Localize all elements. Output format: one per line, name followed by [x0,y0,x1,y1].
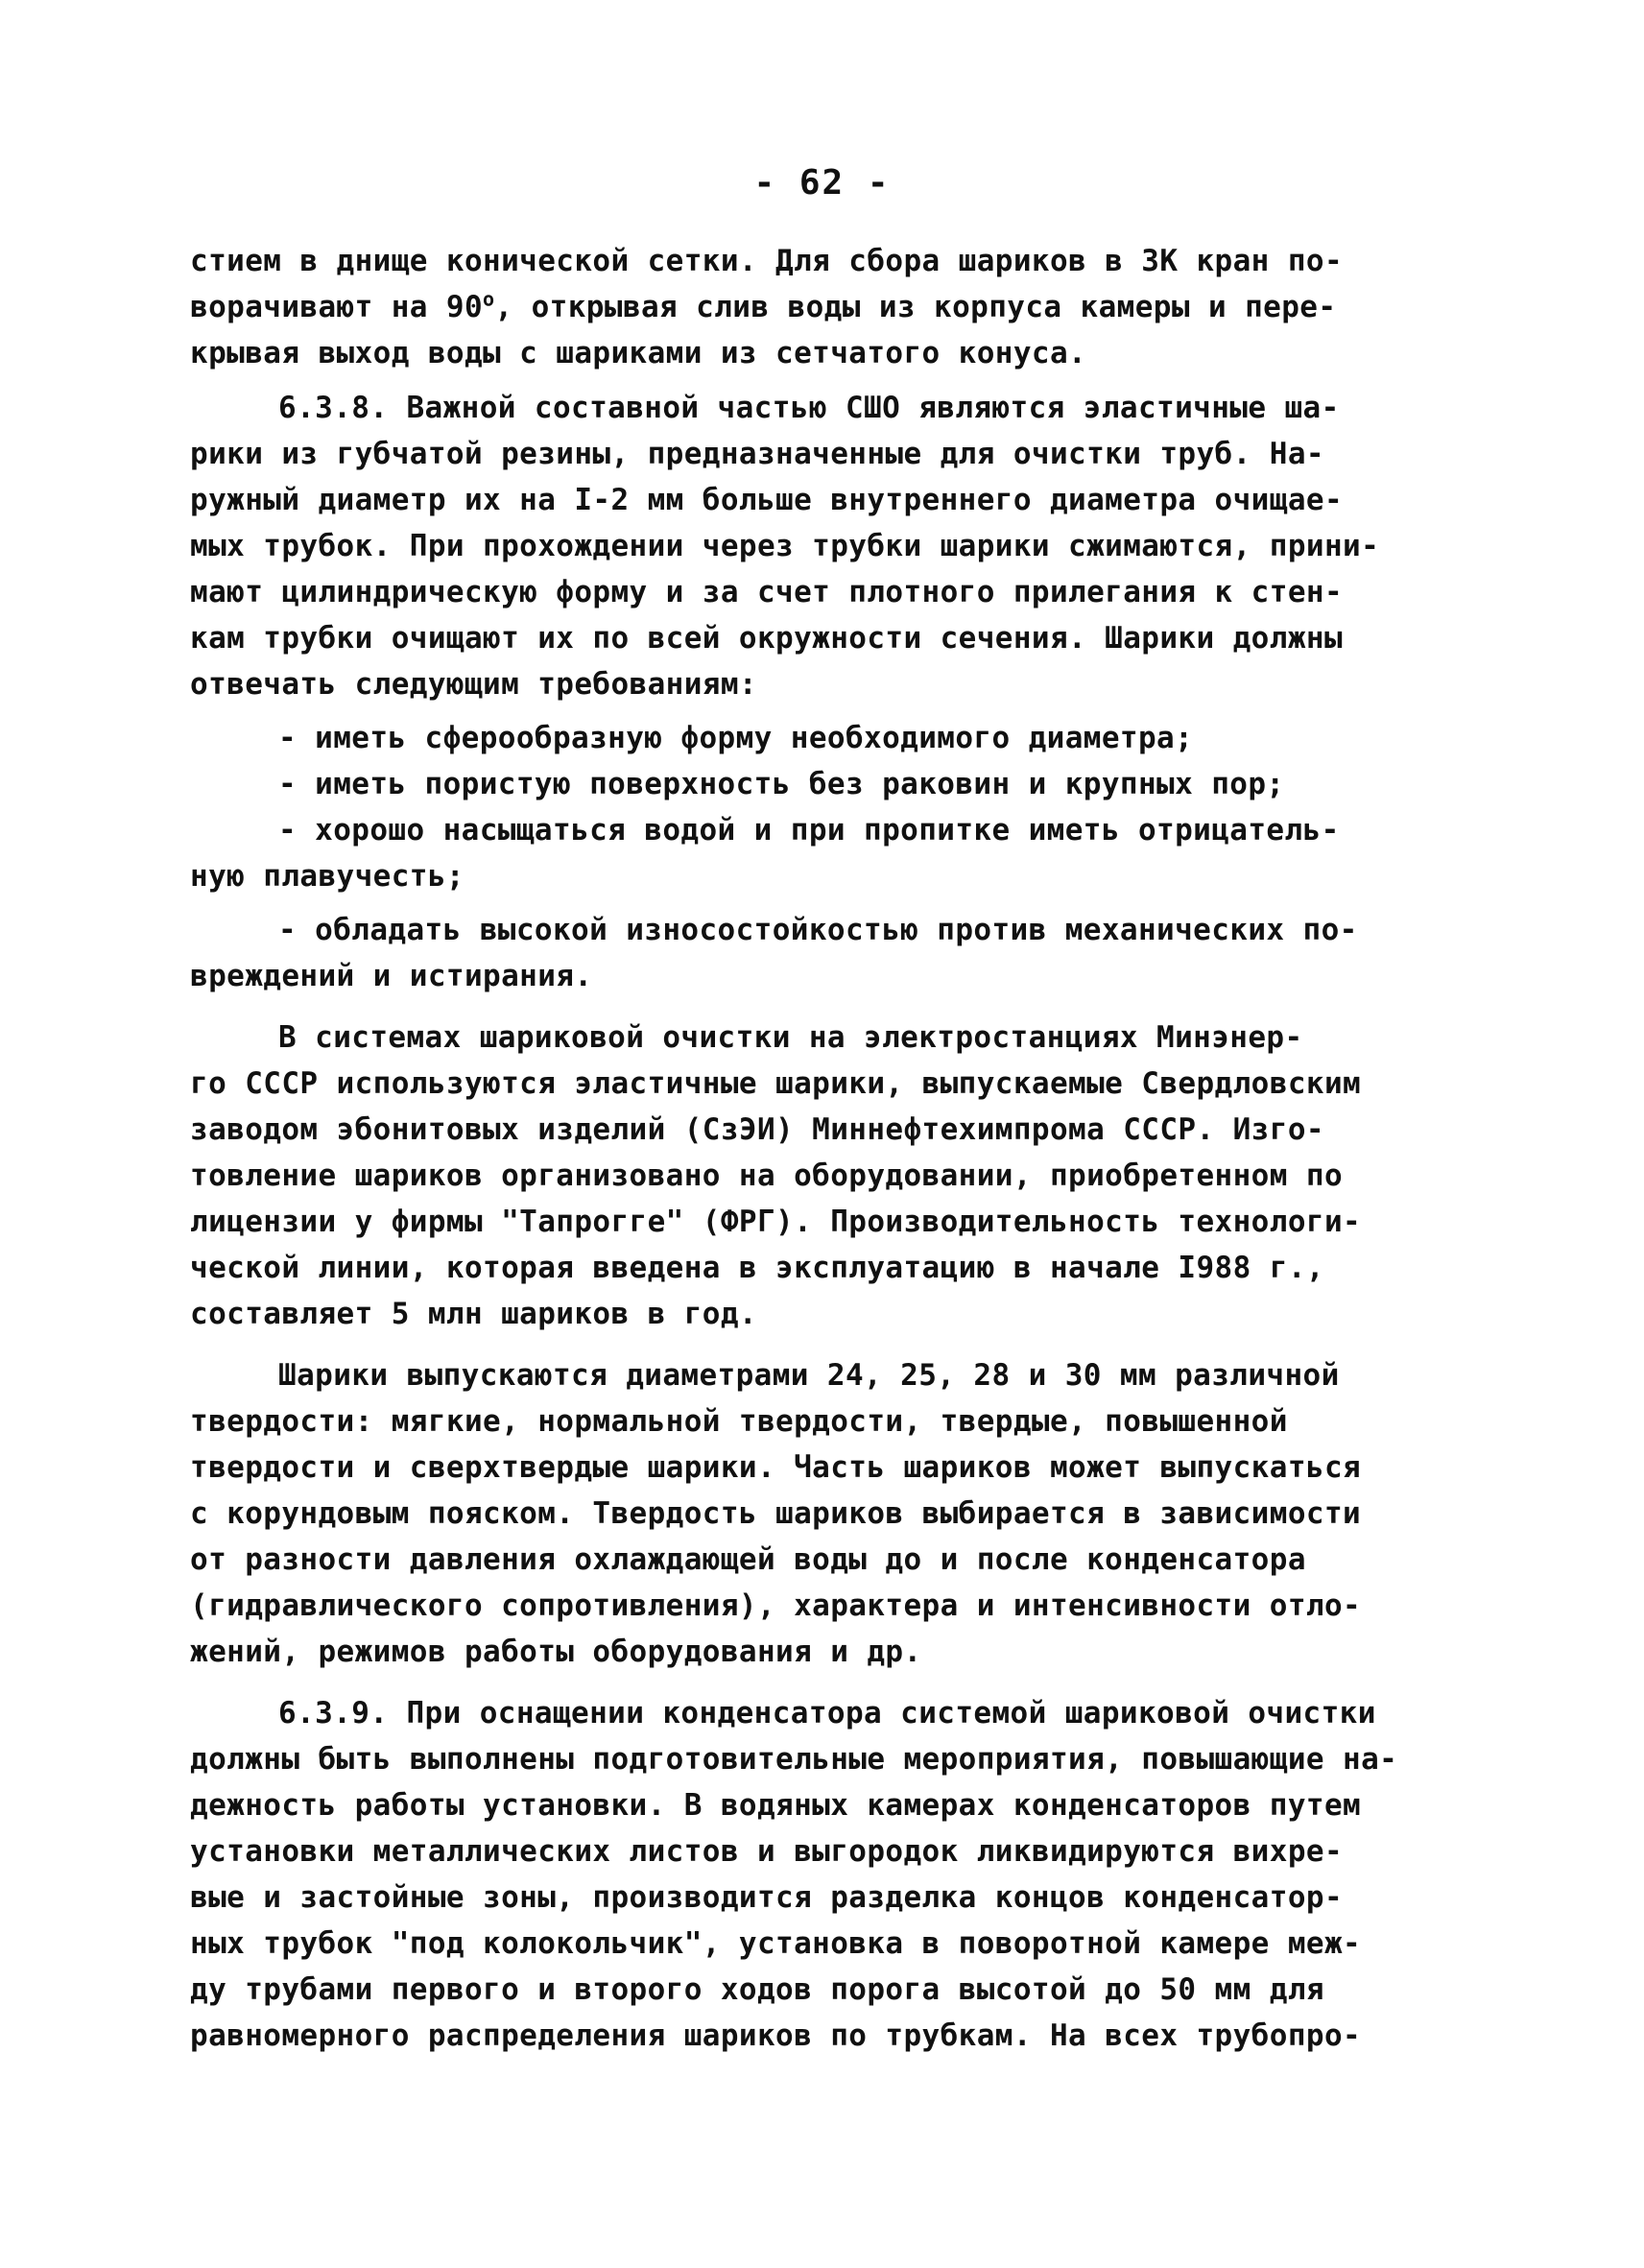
text-line: равномерного распределения шариков по трубкам. На всех трубопро- [190,2018,1362,2053]
text-line: мых трубок. При прохождении через трубки шарики сжимаются, прини- [190,529,1380,563]
text-line: вые и застойные зоны, производится разделка концов конденсатор- [190,1880,1344,1915]
text-line: мают цилиндрическую форму и за счет плотного прилегания к стен- [190,575,1344,609]
text-line: крывая выход воды с шариками из сетчатого конуса. [190,336,1087,370]
text-line: ворачивают на 90$^o$, открывая слив воды из корпуса камеры и пере- [190,287,1337,324]
text-line: Шарики выпускаются диаметрами 24, 25, 28 и 30 мм различной [278,1358,1340,1393]
text-line: жений, режимов работы оборудования и др. [190,1635,922,1669]
text-line: В системах шариковой очистки на электростанциях Минэнер- [278,1020,1303,1055]
text-line: дежность работы установки. В водяных камерах конденсаторов путем [190,1788,1362,1823]
text-line: кам трубки очищают их по всей окружности сечения. Шарики должны [190,621,1344,656]
text-line: установки металлических листов и выгородок ликвидируются вихре- [190,1834,1344,1869]
text-line: твердости: мягкие, нормальной твердости, твердые, повышенной [190,1404,1288,1439]
text-line: должны быть выполнены подготовительные мероприятия, повышающие на- [190,1742,1398,1777]
text-line: - иметь пористую поверхность без раковин и крупных пор; [278,767,1285,801]
text-line: составляет 5 млн шариков в год. [190,1297,757,1331]
text-line: заводом эбонитовых изделий (СзЭИ) Миннефтехимпрома СССР. Изго- [190,1112,1324,1147]
text-line: с корундовым пояском. Твердость шариков выбирается в зависимости [190,1496,1362,1531]
text-line: вреждений и истирания. [190,959,593,993]
page-number: - 62 - [753,163,891,203]
text-line: стием в днище конической сетки. Для сбора шариков в ЗК кран по- [190,244,1344,278]
text-line: ческой линии, которая введена в эксплуатацию в начале I988 г., [190,1251,1324,1285]
text-line: 6.3.9. При оснащении конденсатора системой шариковой очистки [278,1696,1376,1731]
text-line: - иметь сферообразную форму необходимого диаметра; [278,721,1194,755]
text-line: отвечать следующим требованиям: [190,667,757,702]
text-line: рики из губчатой резины, предназначенные для очистки труб. На- [190,437,1324,471]
text-line: ружный диаметр их на I-2 мм больше внутреннего диаметра очищае- [190,483,1344,517]
text-line: ных трубок "под колокольчик", установка в поворотной камере меж- [190,1926,1362,1961]
text-line: (гидравлического сопротивления), характера и интенсивности отло- [190,1588,1362,1623]
text-line: - хорошо насыщаться водой и при пропитке иметь отрицатель- [278,813,1340,848]
text-line: 6.3.8. Важной составной частью СШО являются эластичные ша- [278,391,1340,425]
text-line: от разности давления охлаждающей воды до и после конденсатора [190,1542,1306,1577]
text-line: лицензии у фирмы "Тапрогге" (ФРГ). Производительность технологи- [190,1205,1362,1239]
text-line: товление шариков организовано на оборудовании, приобретенном по [190,1158,1344,1193]
text-line: твердости и сверхтвердые шарики. Часть шариков может выпускаться [190,1450,1362,1485]
text-line: - обладать высокой износостойкостью против механических по- [278,913,1358,947]
text-line: ную плавучесть; [190,859,465,894]
text-line: ду трубами первого и второго ходов порога высотой до 50 мм для [190,1972,1324,2007]
text-line: го СССР используются эластичные шарики, выпускаемые Свердловским [190,1066,1362,1101]
